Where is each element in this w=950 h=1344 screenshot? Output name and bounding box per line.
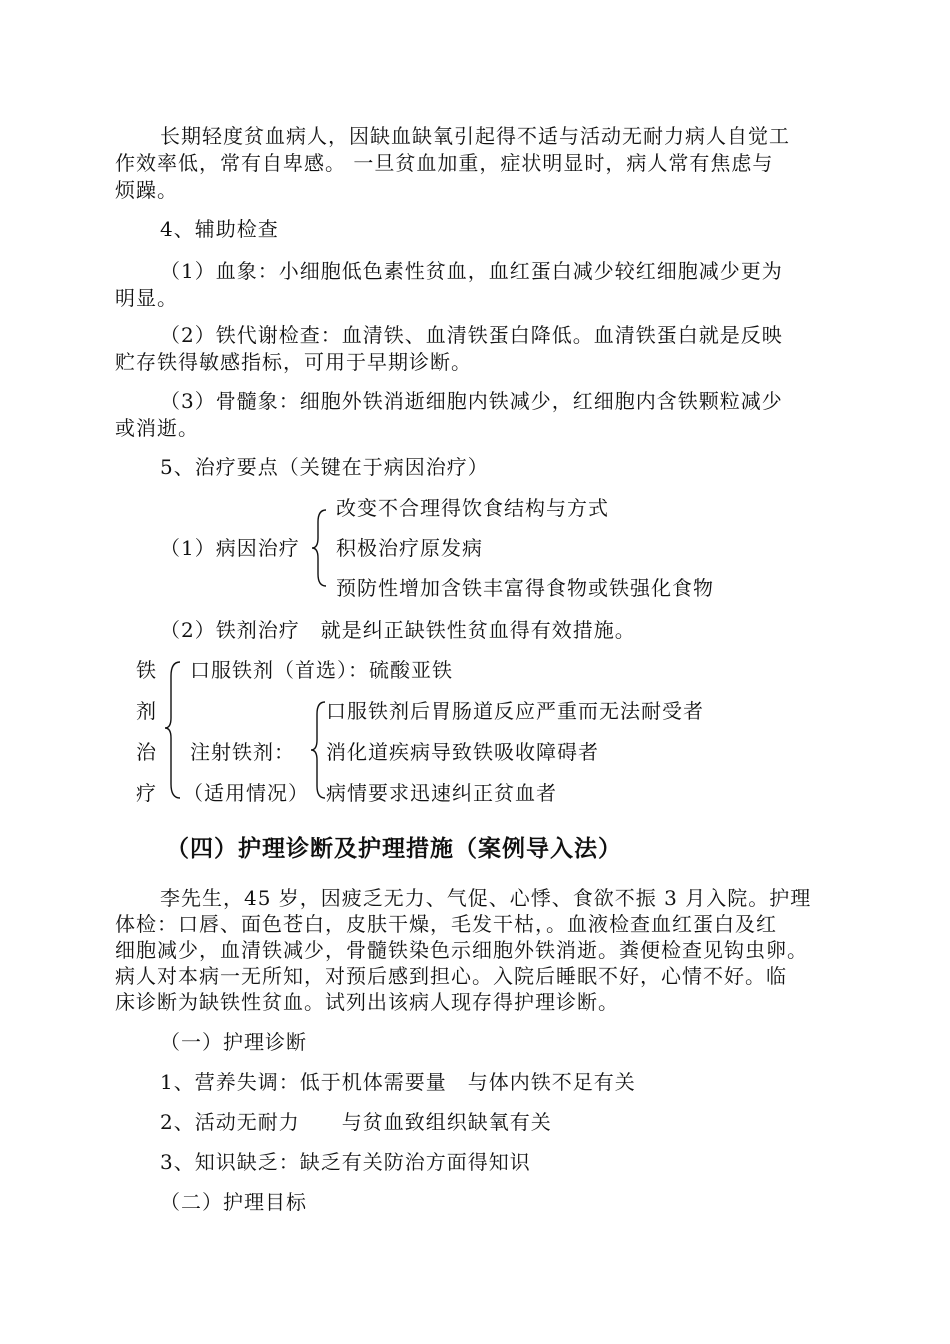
case-line: 李先生，45 岁，因疲乏无力、气促、心悸、食欲不振 3 月入院。护理 (160, 886, 812, 910)
case-line: 体检：口唇、面色苍白，皮肤干燥，毛发干枯，。血液检查血红蛋白及红 (115, 912, 777, 936)
aux-item-iron-metabolism: （2）铁代谢检查：血清铁、血清铁蛋白降低。血清铁蛋白就是反映 (160, 323, 783, 347)
case-line: 病人对本病一无所知，对预后感到担心。入院后睡眠不好，心情不好。临 (115, 964, 787, 988)
section-title-aux-exam: 4、辅助检查 (160, 217, 279, 241)
inject-item: 消化道疾病导致铁吸收障碍者 (326, 740, 599, 764)
inject-iron-label: 注射铁剂： (190, 740, 295, 764)
diagnosis-title: （一）护理诊断 (160, 1030, 307, 1054)
inject-item: 病情要求迅速纠正贫血者 (326, 781, 557, 805)
aux-item-iron-metabolism-cont: 贮存铁得敏感指标，可用于早期诊断。 (115, 350, 472, 374)
inject-item: 口服铁剂后胃肠道反应严重而无法耐受者 (326, 699, 704, 723)
iron-vertical-char: 剂 (136, 699, 157, 723)
cause-item: 改变不合理得饮食结构与方式 (336, 496, 609, 520)
section-title-treatment: 5、治疗要点（关键在于病因治疗） (160, 455, 489, 479)
diagnosis-item: 3、知识缺乏：缺乏有关防治方面得知识 (160, 1150, 531, 1174)
case-line: 细胞减少，血清铁减少，骨髓铁染色示细胞外铁消逝。粪便检查见钩虫卵。 (115, 938, 808, 962)
diagnosis-item: 2、活动无耐力 与贫血致组织缺氧有关 (160, 1110, 552, 1134)
cause-treatment-label: （1）病因治疗 (160, 536, 300, 560)
inject-iron-sub: （适用情况） (183, 781, 309, 805)
cause-item: 积极治疗原发病 (336, 536, 483, 560)
iron-vertical-char: 铁 (136, 658, 157, 682)
diagnosis-item: 1、营养失调：低于机体需要量 与体内铁不足有关 (160, 1070, 636, 1094)
aux-item-blood: （1）血象：小细胞低色素性贫血，血红蛋白减少较红细胞减少更为 (160, 259, 783, 283)
paragraph-line: 长期轻度贫血病人，因缺血缺氧引起得不适与活动无耐力病人自觉工 (160, 124, 790, 148)
goal-title: （二）护理目标 (160, 1190, 307, 1214)
oral-iron: 口服铁剂（首选）：硫酸亚铁 (190, 658, 453, 682)
iron-brace-icon (164, 660, 184, 800)
section-heading: （四）护理诊断及护理措施（案例导入法） (166, 836, 622, 862)
cause-item: 预防性增加含铁丰富得食物或铁强化食物 (336, 576, 714, 600)
aux-item-marrow: （3）骨髓象：细胞外铁消逝细胞内铁减少，红细胞内含铁颗粒减少 (160, 389, 783, 413)
iron-vertical-char: 治 (136, 740, 157, 764)
case-line: 床诊断为缺铁性贫血。试列出该病人现存得护理诊断。 (115, 990, 619, 1014)
paragraph-line: 烦躁。 (115, 178, 178, 202)
aux-item-marrow-cont: 或消逝。 (115, 416, 199, 440)
iron-treatment-line: （2）铁剂治疗 就是纠正缺铁性贫血得有效措施。 (160, 618, 636, 642)
iron-vertical-char: 疗 (136, 781, 157, 805)
paragraph-line: 作效率低，常有自卑感。 一旦贫血加重，症状明显时，病人常有焦虑与 (115, 151, 774, 175)
aux-item-blood-cont: 明显。 (115, 286, 178, 310)
cause-brace-icon (310, 508, 330, 588)
